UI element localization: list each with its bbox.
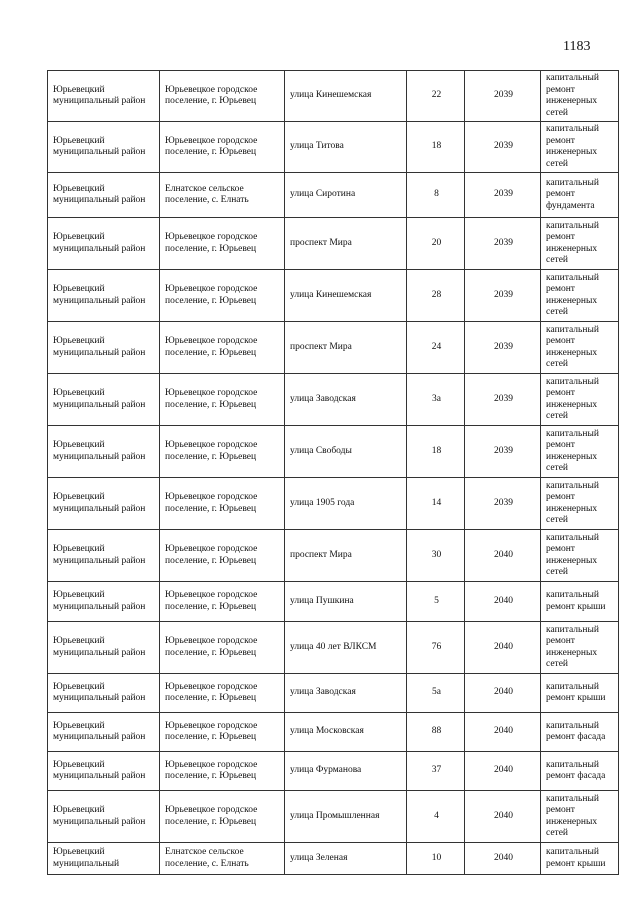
- settlement-cell: Юрьевецкое городское поселение, г. Юрьевец: [160, 426, 285, 478]
- district-cell: Юрьевецкий муниципальный район: [48, 478, 160, 530]
- year-cell: 2039: [465, 322, 541, 374]
- work-type-cell: капитальный ремонт фасада: [541, 752, 619, 791]
- district-cell: Юрьевецкий муниципальный район: [48, 173, 160, 218]
- table-row: [48, 843, 619, 875]
- district-cell: Юрьевецкий муниципальный район: [48, 530, 160, 582]
- work-type-cell: капитальный ремонт инженерных сетей: [541, 218, 619, 270]
- year-cell: 2040: [465, 582, 541, 622]
- district-cell: Юрьевецкий муниципальный район: [48, 674, 160, 713]
- page-number: 1183: [563, 39, 591, 54]
- work-type-cell: капитальный ремонт инженерных сетей: [541, 270, 619, 322]
- district-cell: Юрьевецкий муниципальный район: [48, 71, 160, 122]
- table-row: [48, 674, 619, 713]
- year-cell: 2039: [465, 71, 541, 122]
- table-row: [48, 173, 619, 218]
- street-cell: улица Фурманова: [285, 752, 407, 791]
- street-cell: улица Свободы: [285, 426, 407, 478]
- table-row: [48, 122, 619, 173]
- settlement-cell: Юрьевецкое городское поселение, г. Юрьевец: [160, 270, 285, 322]
- settlement-cell: Юрьевецкое городское поселение, г. Юрьевец: [160, 322, 285, 374]
- work-type-cell: капитальный ремонт инженерных сетей: [541, 322, 619, 374]
- house-number-cell: 3а: [407, 374, 465, 426]
- house-number-cell: 4: [407, 791, 465, 843]
- street-cell: улица Кинешемская: [285, 71, 407, 122]
- district-cell: Юрьевецкий муниципальный: [48, 843, 160, 875]
- house-number-cell: 88: [407, 713, 465, 752]
- work-type-cell: капитальный ремонт крыши: [541, 674, 619, 713]
- settlement-cell: Юрьевецкое городское поселение, г. Юрьевец: [160, 791, 285, 843]
- house-number-cell: 8: [407, 173, 465, 218]
- district-cell: Юрьевецкий муниципальный район: [48, 322, 160, 374]
- table-row: [48, 478, 619, 530]
- work-type-cell: капитальный ремонт инженерных сетей: [541, 374, 619, 426]
- street-cell: улица Промышленная: [285, 791, 407, 843]
- street-cell: улица Московская: [285, 713, 407, 752]
- house-number-cell: 24: [407, 322, 465, 374]
- street-cell: улица 40 лет ВЛКСМ: [285, 622, 407, 674]
- house-number-cell: 18: [407, 122, 465, 173]
- settlement-cell: Елнатское сельское поселение, с. Елнать: [160, 843, 285, 875]
- district-cell: Юрьевецкий муниципальный район: [48, 791, 160, 843]
- year-cell: 2040: [465, 530, 541, 582]
- district-cell: Юрьевецкий муниципальный район: [48, 270, 160, 322]
- year-cell: 2039: [465, 173, 541, 218]
- year-cell: 2040: [465, 752, 541, 791]
- year-cell: 2039: [465, 478, 541, 530]
- street-cell: улица Заводская: [285, 374, 407, 426]
- work-type-cell: капитальный ремонт инженерных сетей: [541, 622, 619, 674]
- house-number-cell: 20: [407, 218, 465, 270]
- house-number-cell: 10: [407, 843, 465, 875]
- house-number-cell: 37: [407, 752, 465, 791]
- settlement-cell: Юрьевецкое городское поселение, г. Юрьевец: [160, 622, 285, 674]
- house-number-cell: 14: [407, 478, 465, 530]
- year-cell: 2039: [465, 122, 541, 173]
- table-row: [48, 791, 619, 843]
- street-cell: улица Пушкина: [285, 582, 407, 622]
- district-cell: Юрьевецкий муниципальный район: [48, 713, 160, 752]
- settlement-cell: Юрьевецкое городское поселение, г. Юрьевец: [160, 374, 285, 426]
- house-number-cell: 76: [407, 622, 465, 674]
- house-number-cell: 5а: [407, 674, 465, 713]
- table-row: [48, 426, 619, 478]
- house-number-cell: 22: [407, 71, 465, 122]
- year-cell: 2039: [465, 374, 541, 426]
- house-number-cell: 28: [407, 270, 465, 322]
- street-cell: улица Сиротина: [285, 173, 407, 218]
- table-row: [48, 582, 619, 622]
- work-type-cell: капитальный ремонт инженерных сетей: [541, 122, 619, 173]
- work-type-cell: капитальный ремонт фасада: [541, 713, 619, 752]
- year-cell: 2040: [465, 674, 541, 713]
- work-type-cell: капитальный ремонт крыши: [541, 582, 619, 622]
- house-number-cell: 30: [407, 530, 465, 582]
- table-row: [48, 530, 619, 582]
- year-cell: 2040: [465, 622, 541, 674]
- district-cell: Юрьевецкий муниципальный район: [48, 122, 160, 173]
- repair-schedule-table: [47, 70, 619, 875]
- street-cell: улица 1905 года: [285, 478, 407, 530]
- street-cell: проспект Мира: [285, 322, 407, 374]
- district-cell: Юрьевецкий муниципальный район: [48, 752, 160, 791]
- settlement-cell: Юрьевецкое городское поселение, г. Юрьевец: [160, 218, 285, 270]
- district-cell: Юрьевецкий муниципальный район: [48, 582, 160, 622]
- work-type-cell: капитальный ремонт инженерных сетей: [541, 478, 619, 530]
- settlement-cell: Юрьевецкое городское поселение, г. Юрьевец: [160, 71, 285, 122]
- district-cell: Юрьевецкий муниципальный район: [48, 374, 160, 426]
- street-cell: улица Зеленая: [285, 843, 407, 875]
- table-row: [48, 752, 619, 791]
- table-row: [48, 622, 619, 674]
- settlement-cell: Юрьевецкое городское поселение, г. Юрьевец: [160, 582, 285, 622]
- work-type-cell: капитальный ремонт крыши: [541, 843, 619, 875]
- settlement-cell: Юрьевецкое городское поселение, г. Юрьевец: [160, 713, 285, 752]
- year-cell: 2039: [465, 270, 541, 322]
- settlement-cell: Юрьевецкое городское поселение, г. Юрьевец: [160, 478, 285, 530]
- work-type-cell: капитальный ремонт инженерных сетей: [541, 71, 619, 122]
- house-number-cell: 5: [407, 582, 465, 622]
- district-cell: Юрьевецкий муниципальный район: [48, 622, 160, 674]
- work-type-cell: капитальный ремонт инженерных сетей: [541, 791, 619, 843]
- table-row: [48, 71, 619, 122]
- work-type-cell: капитальный ремонт инженерных сетей: [541, 426, 619, 478]
- settlement-cell: Елнатское сельское поселение, с. Елнать: [160, 173, 285, 218]
- street-cell: проспект Мира: [285, 218, 407, 270]
- street-cell: улица Заводская: [285, 674, 407, 713]
- district-cell: Юрьевецкий муниципальный район: [48, 426, 160, 478]
- table-row: [48, 713, 619, 752]
- table-row: [48, 374, 619, 426]
- settlement-cell: Юрьевецкое городское поселение, г. Юрьевец: [160, 122, 285, 173]
- street-cell: улица Кинешемская: [285, 270, 407, 322]
- year-cell: 2039: [465, 218, 541, 270]
- district-cell: Юрьевецкий муниципальный район: [48, 218, 160, 270]
- settlement-cell: Юрьевецкое городское поселение, г. Юрьевец: [160, 752, 285, 791]
- table-row: [48, 322, 619, 374]
- work-type-cell: капитальный ремонт фундамента: [541, 173, 619, 218]
- year-cell: 2040: [465, 843, 541, 875]
- street-cell: улица Титова: [285, 122, 407, 173]
- work-type-cell: капитальный ремонт инженерных сетей: [541, 530, 619, 582]
- settlement-cell: Юрьевецкое городское поселение, г. Юрьевец: [160, 530, 285, 582]
- settlement-cell: Юрьевецкое городское поселение, г. Юрьевец: [160, 674, 285, 713]
- street-cell: проспект Мира: [285, 530, 407, 582]
- year-cell: 2040: [465, 713, 541, 752]
- year-cell: 2040: [465, 791, 541, 843]
- table-row: [48, 270, 619, 322]
- house-number-cell: 18: [407, 426, 465, 478]
- year-cell: 2039: [465, 426, 541, 478]
- table-row: [48, 218, 619, 270]
